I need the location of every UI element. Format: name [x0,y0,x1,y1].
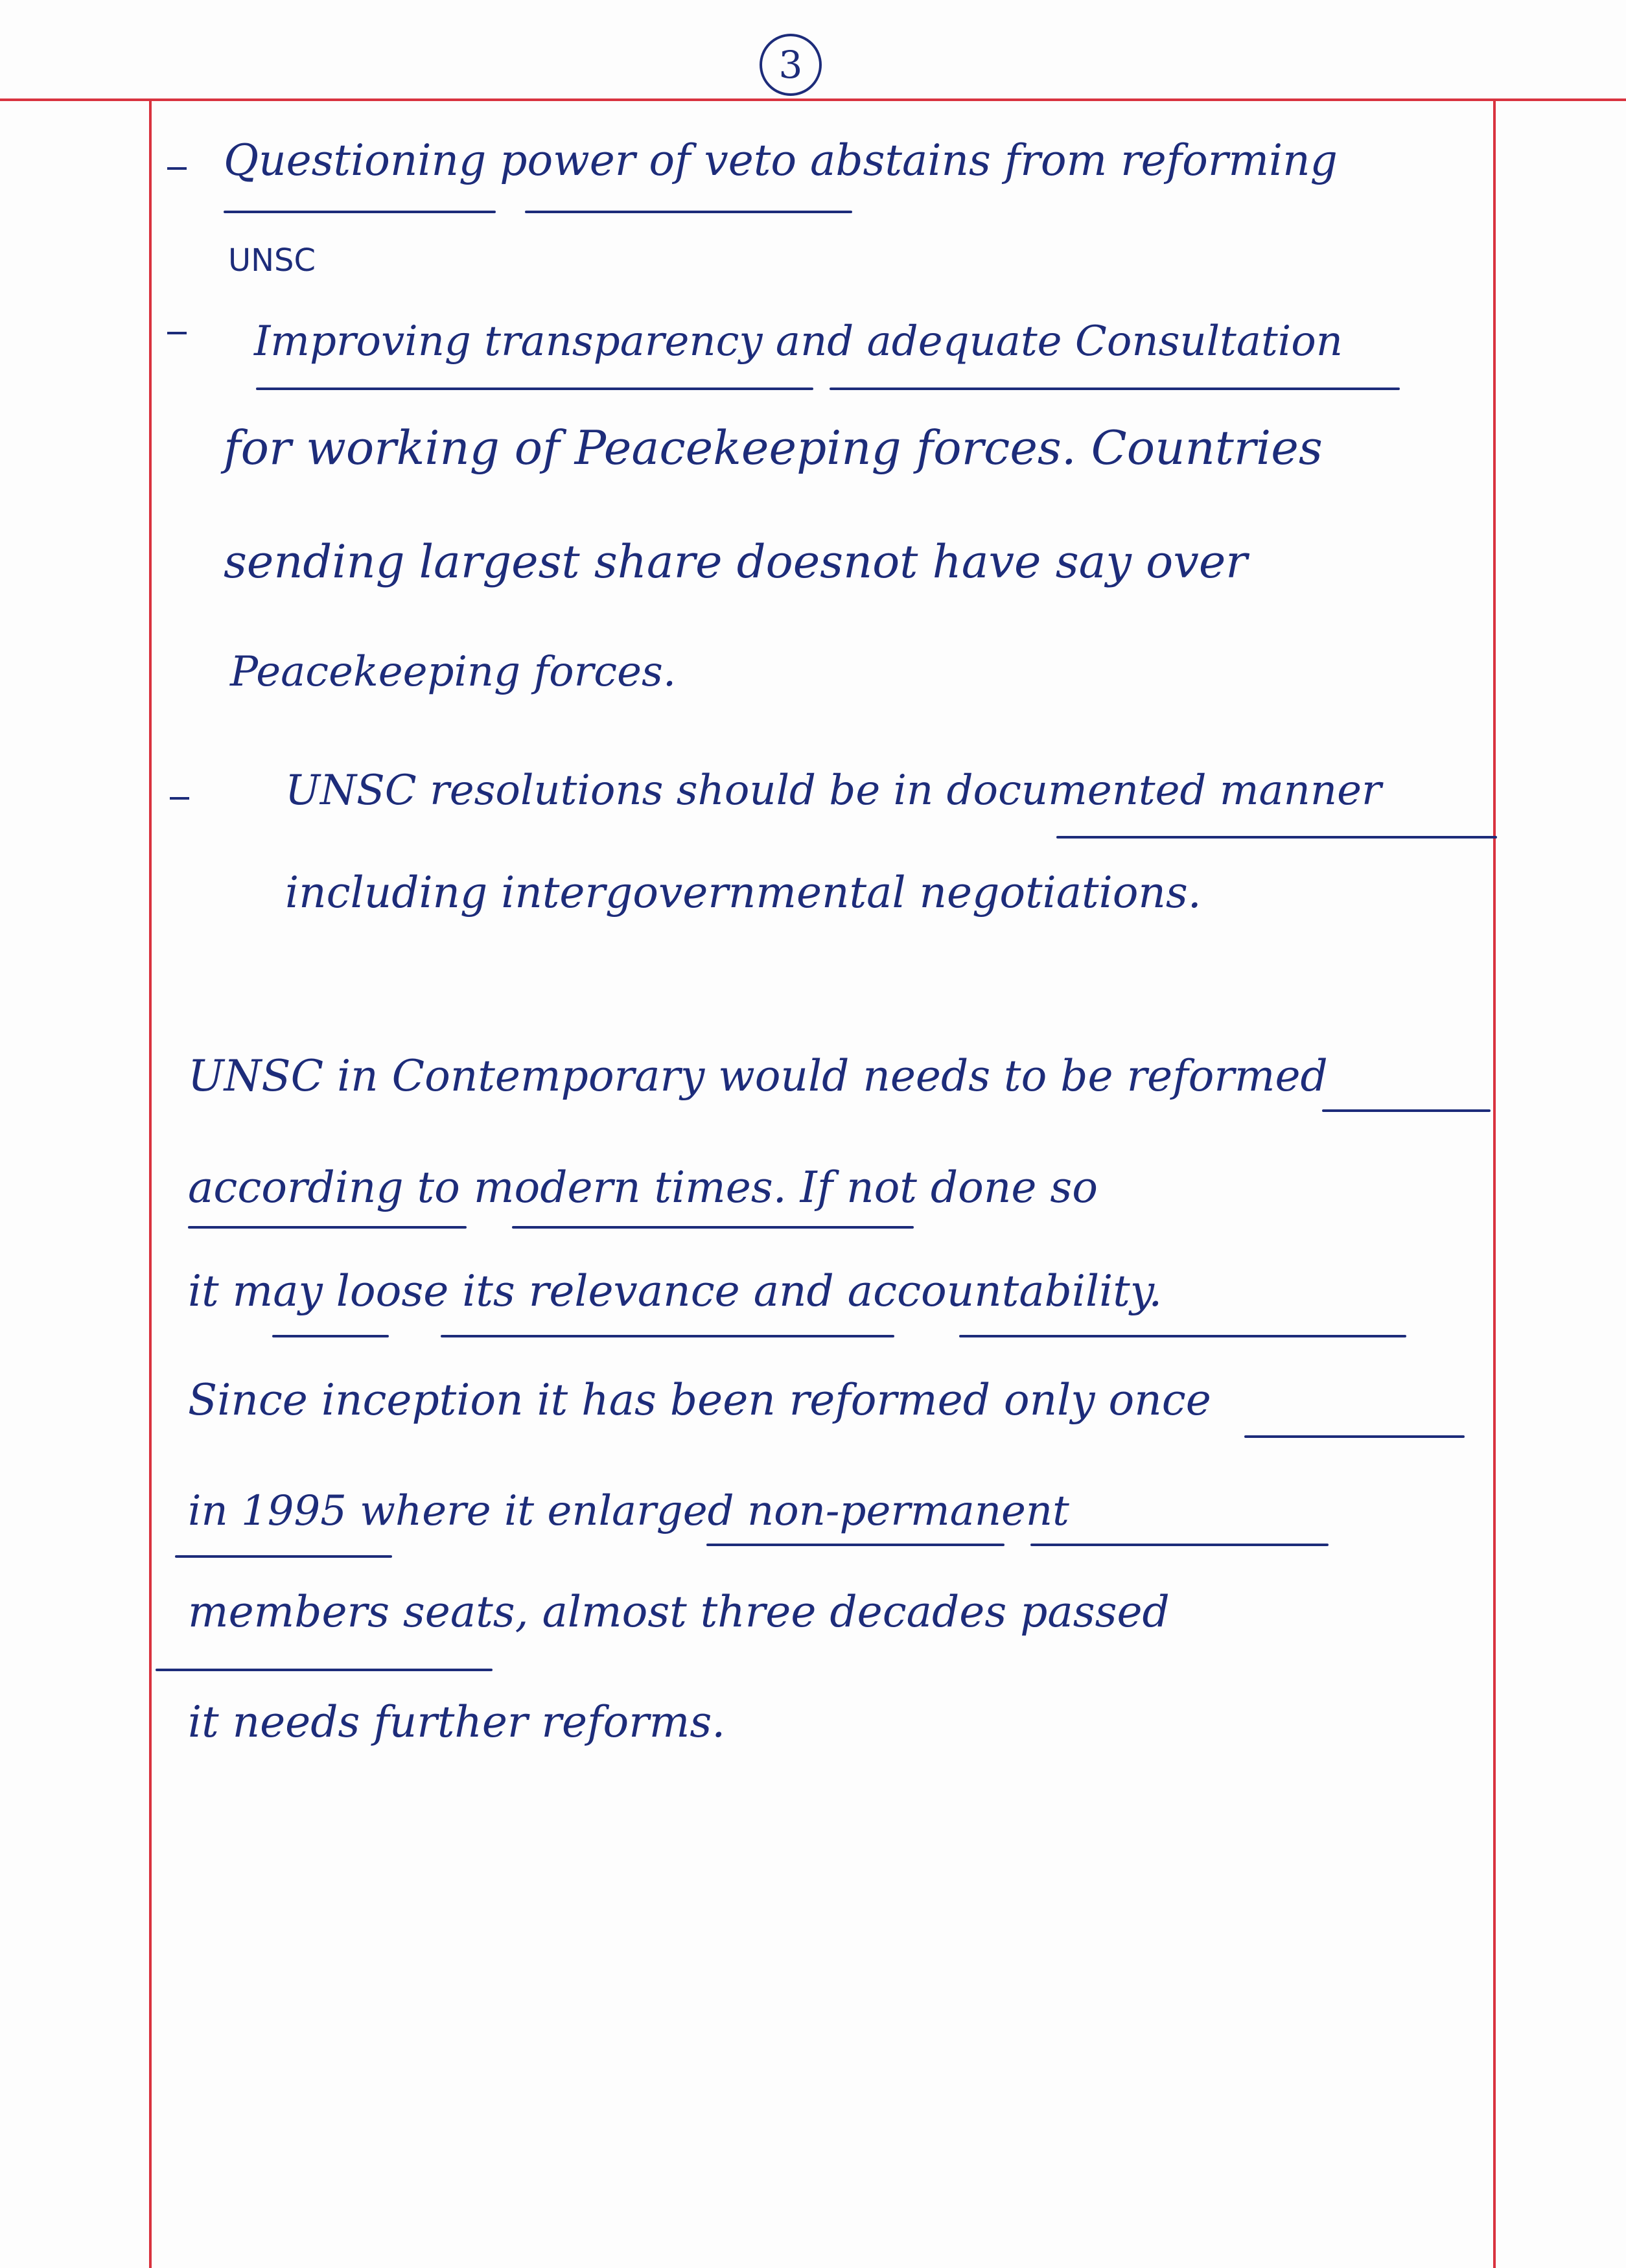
underline-stroke [175,1555,392,1558]
underline-stroke [188,1226,467,1229]
underline-stroke [1244,1435,1465,1438]
handwritten-line: including intergovernmental negotiations. [285,868,1202,918]
handwritten-line: UNSC in Contemporary would needs to be reformed [188,1051,1328,1101]
top-margin-rule [0,98,1626,101]
right-margin-rule [1493,98,1496,2268]
handwritten-line: members seats, almost three decades passed [188,1587,1170,1637]
left-margin-rule [149,98,152,2268]
underline-stroke [512,1226,914,1229]
handwritten-line: it may loose its relevance and accountability. [188,1266,1163,1316]
handwritten-line: sending largest share doesnot have say over [224,535,1248,588]
handwritten-line: according to modern times. If not done so [188,1163,1098,1212]
underline-stroke [256,388,813,390]
handwritten-line: in 1995 where it enlarged non-permanent [188,1487,1069,1535]
handwritten-line: Peacekeeping forces. [230,648,677,696]
handwritten-line: UNSC [228,242,316,279]
underline-stroke [1056,836,1497,839]
handwritten-line: Since inception it has been reformed only once [188,1375,1211,1425]
underline-stroke [156,1669,493,1671]
underline-stroke [441,1335,894,1337]
handwritten-line: it needs further reforms. [188,1697,726,1747]
bullet-dash [170,797,189,800]
underline-stroke [830,388,1400,390]
page-number: 3 [760,34,822,96]
underline-stroke [525,211,852,213]
bullet-dash [167,332,187,334]
handwritten-line: UNSC resolutions should be in documented manner [285,767,1382,815]
underline-stroke [1030,1544,1329,1546]
underline-stroke [272,1335,389,1337]
underline-stroke [959,1335,1406,1337]
handwritten-line: Improving transparency and adequate Consultation [254,318,1343,365]
underline-stroke [224,211,496,213]
handwritten-line: for working of Peacekeeping forces. Countries [224,421,1323,475]
handwritten-line: Questioning power of veto abstains from reforming [224,135,1338,185]
underline-stroke [706,1544,1005,1546]
bullet-dash [167,167,187,170]
underline-stroke [1322,1109,1491,1112]
